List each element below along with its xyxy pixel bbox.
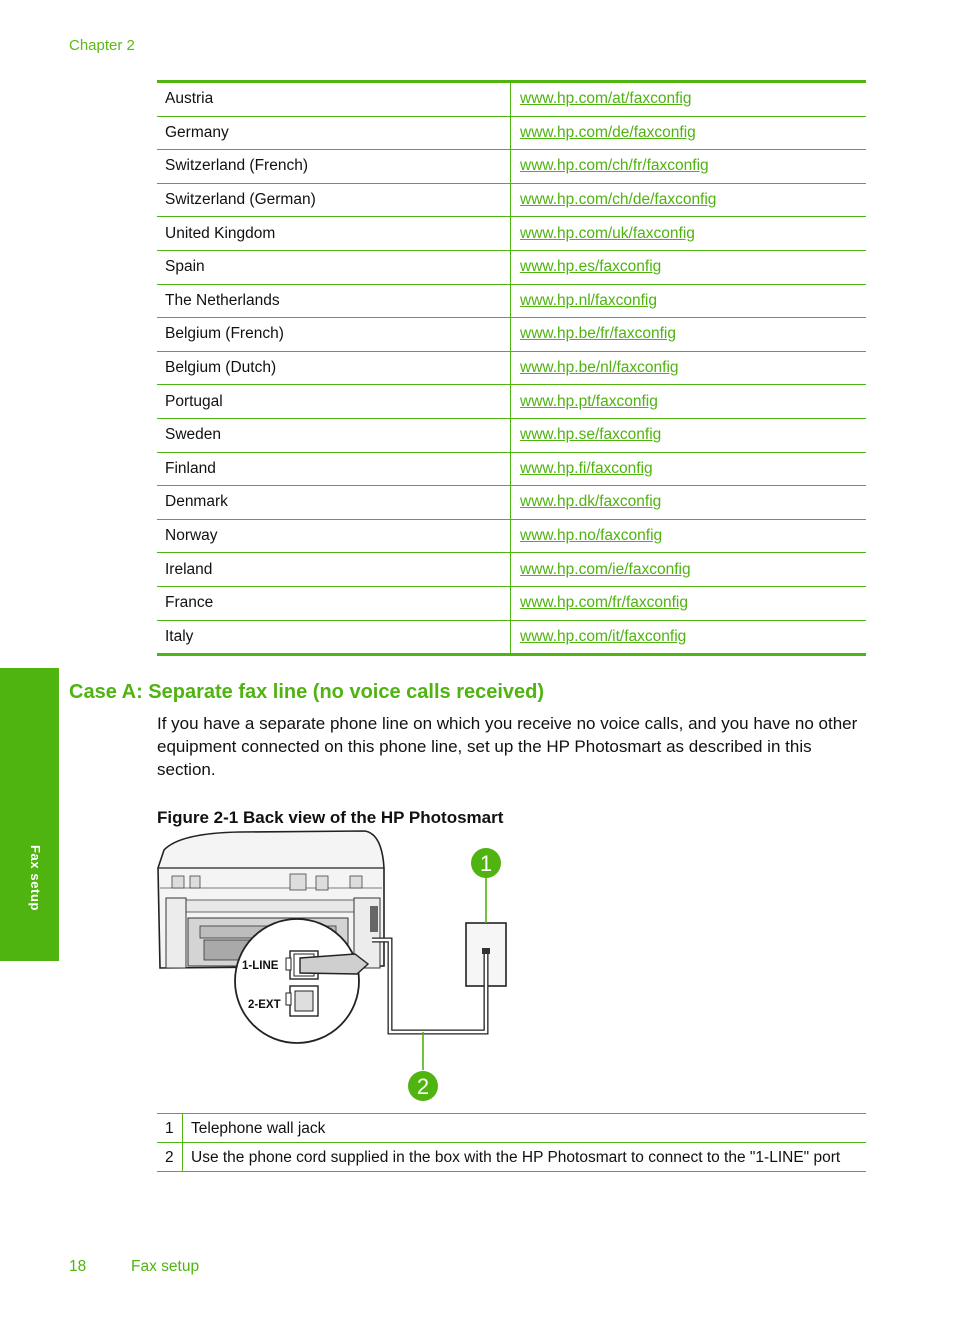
- country-name: United Kingdom: [157, 217, 511, 251]
- callout-1: [471, 848, 501, 878]
- faxconfig-link[interactable]: www.hp.com/fr/faxconfig: [511, 586, 867, 620]
- table-row: [157, 452, 866, 486]
- chapter-header: Chapter 2: [69, 37, 135, 54]
- faxconfig-link[interactable]: www.hp.dk/faxconfig: [511, 486, 867, 520]
- country-name: Switzerland (German): [157, 183, 511, 217]
- country-name: Norway: [157, 519, 511, 553]
- country-name: Finland: [157, 452, 511, 486]
- country-name: Belgium (French): [157, 318, 511, 352]
- table-row: [157, 418, 866, 452]
- table-row: [157, 351, 866, 385]
- faxconfig-link[interactable]: www.hp.com/it/faxconfig: [520, 627, 687, 645]
- faxconfig-link[interactable]: www.hp.se/faxconfig: [511, 418, 867, 452]
- country-name: Portugal: [157, 385, 511, 419]
- table-row: [157, 183, 866, 217]
- table-row: [157, 150, 866, 184]
- country-name: Belgium (Dutch): [157, 351, 511, 385]
- table-row: [157, 519, 866, 553]
- legend-text: Use the phone cord supplied in the box with the HP Photosmart to connect to the "1-LINE" port: [183, 1143, 867, 1172]
- faxconfig-link[interactable]: www.hp.com/uk/faxconfig: [511, 217, 867, 251]
- table-row: [157, 486, 866, 520]
- faxconfig-link[interactable]: www.hp.com/ie/faxconfig: [511, 553, 867, 587]
- figure-caption: Figure 2-1 Back view of the HP Photosmart: [157, 808, 504, 827]
- figure-legend-table: [157, 1113, 866, 1172]
- legend-number: 1: [157, 1114, 183, 1143]
- legend-row: [157, 1143, 866, 1172]
- country-name: Denmark: [157, 486, 511, 520]
- side-tab-label: Fax setup: [28, 845, 43, 912]
- callout-2: [408, 1071, 438, 1101]
- faxconfig-link[interactable]: www.hp.no/faxconfig: [511, 519, 867, 553]
- country-name: The Netherlands: [157, 284, 511, 318]
- faxconfig-link[interactable]: www.hp.be/fr/faxconfig: [511, 318, 867, 352]
- faxconfig-link[interactable]: www.hp.com/ch/de/faxconfig: [511, 183, 867, 217]
- table-row: [157, 217, 866, 251]
- callout-2-number: 2: [416, 1074, 430, 1099]
- faxconfig-link[interactable]: www.hp.nl/faxconfig: [511, 284, 867, 318]
- country-name: Spain: [157, 250, 511, 284]
- country-name: Germany: [157, 116, 511, 150]
- faxconfig-link[interactable]: www.hp.pt/faxconfig: [511, 385, 867, 419]
- legend-number: 2: [157, 1143, 183, 1172]
- table-row: [157, 250, 866, 284]
- legend-text: Telephone wall jack: [191, 1120, 326, 1137]
- country-name: Austria: [157, 82, 511, 117]
- table-row: [157, 553, 866, 587]
- side-tab: [0, 668, 59, 961]
- country-name: Switzerland (French): [157, 150, 511, 184]
- country-name: Ireland: [157, 553, 511, 587]
- faxconfig-link[interactable]: www.hp.com/de/faxconfig: [511, 116, 867, 150]
- country-name: Italy: [157, 620, 511, 655]
- country-name: France: [157, 586, 511, 620]
- faxconfig-link[interactable]: www.hp.com/at/faxconfig: [511, 82, 867, 117]
- country-url-table: [157, 80, 866, 656]
- table-row: [157, 116, 866, 150]
- table-row: [157, 385, 866, 419]
- footer-title: Fax setup: [131, 1258, 200, 1275]
- port-2-label: 2-EXT: [248, 999, 281, 1011]
- legend-row: [157, 1114, 866, 1143]
- faxconfig-link[interactable]: www.hp.fi/faxconfig: [511, 452, 867, 486]
- port-1-label: 1-LINE: [242, 960, 279, 972]
- faxconfig-link[interactable]: www.hp.com/ch/fr/faxconfig: [511, 150, 867, 184]
- section-heading: Case A: Separate fax line (no voice calls received): [69, 681, 545, 703]
- table-row: [157, 586, 866, 620]
- country-name: Sweden: [157, 418, 511, 452]
- back-view-figure: [150, 828, 520, 1108]
- callout-1-number: 1: [479, 851, 493, 876]
- faxconfig-link[interactable]: www.hp.es/faxconfig: [511, 250, 867, 284]
- table-row: [157, 620, 866, 655]
- table-row: [157, 284, 866, 318]
- section-intro: If you have a separate phone line on which you receive no voice calls, and you have no other equipment connected on this phone line, set up the HP Photosmart as described in this section.: [157, 714, 858, 779]
- table-row: [157, 318, 866, 352]
- faxconfig-link[interactable]: www.hp.be/nl/faxconfig: [511, 351, 867, 385]
- page-number: 18: [69, 1258, 87, 1275]
- table-row: [157, 82, 866, 117]
